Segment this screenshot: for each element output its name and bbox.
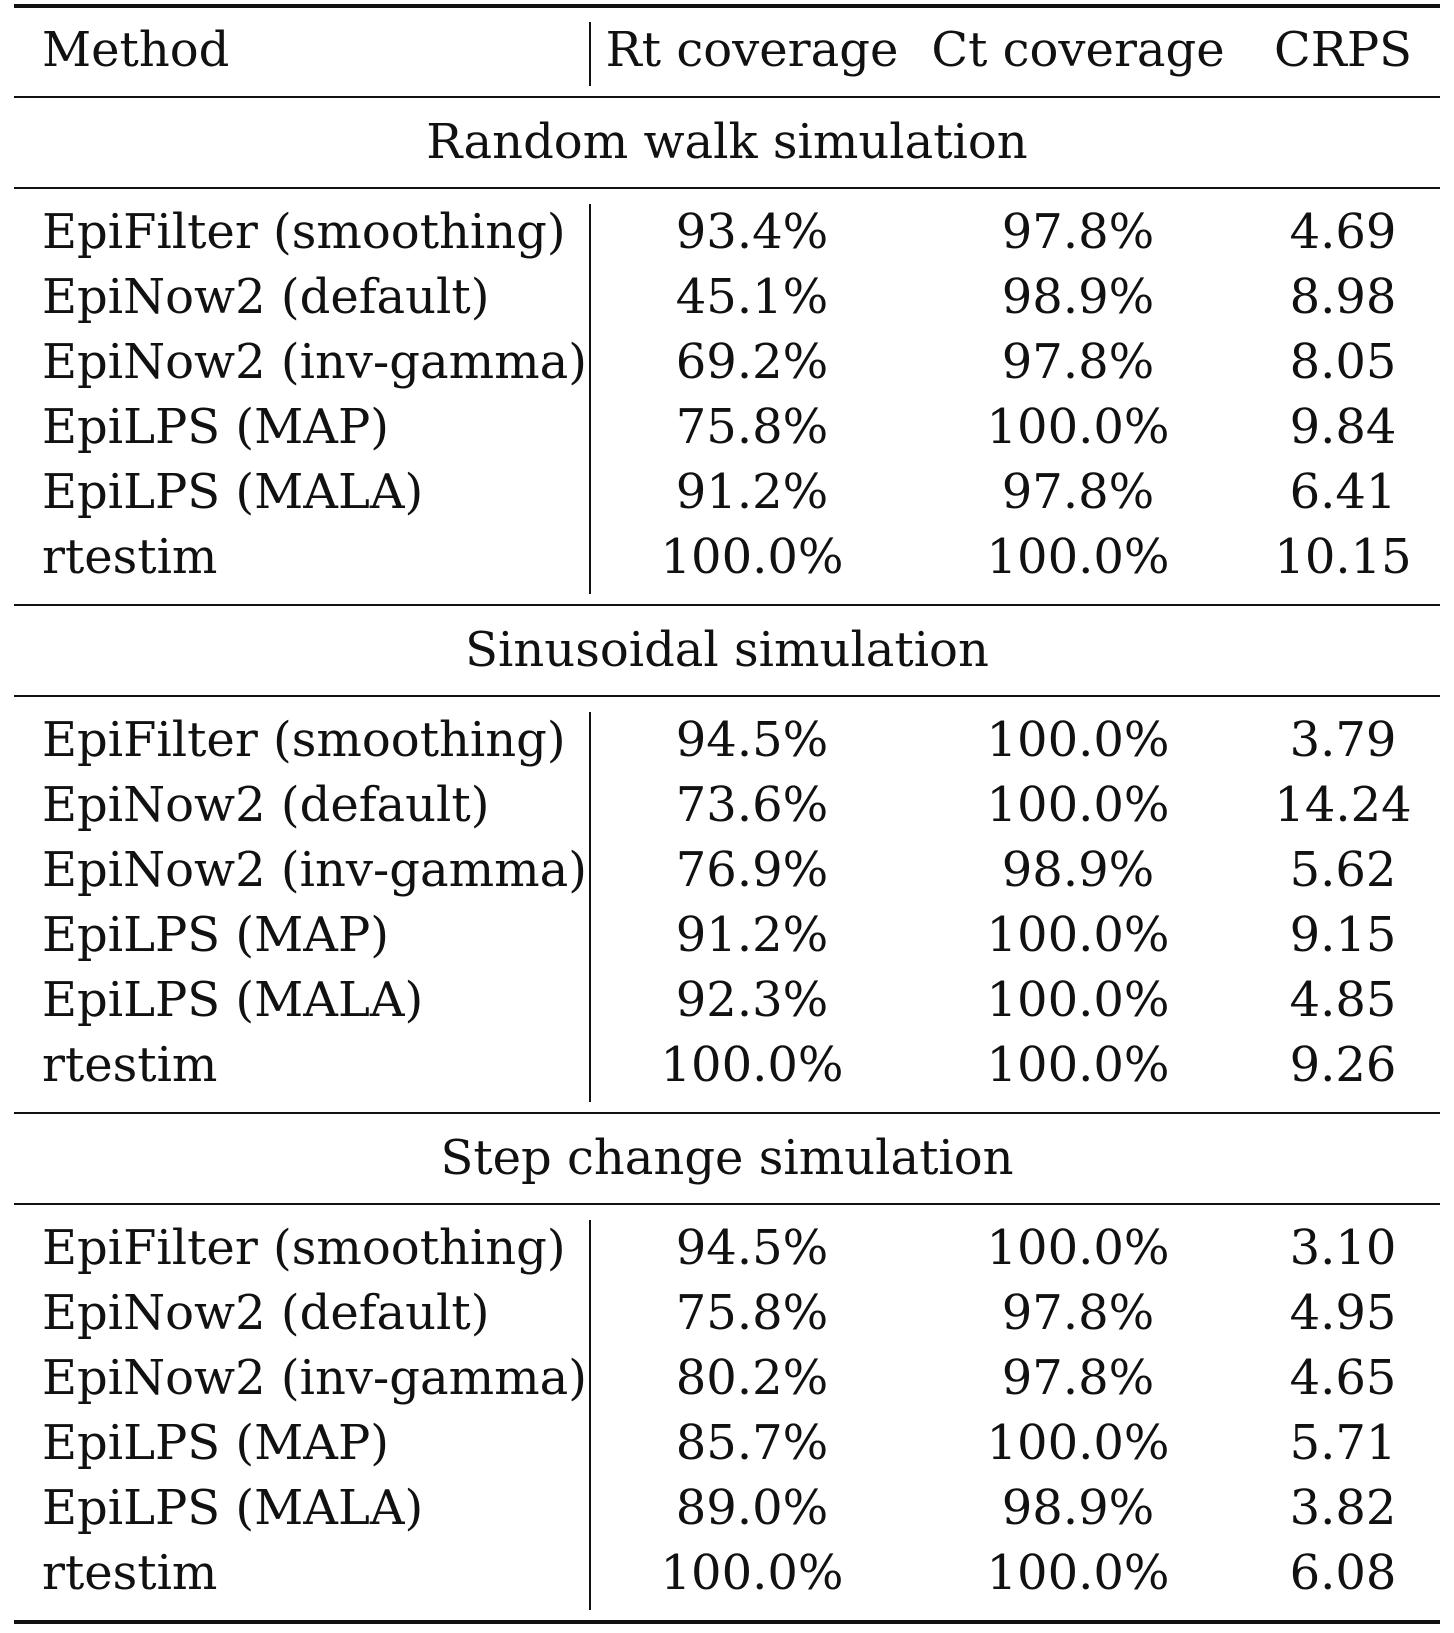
row-rt-coverage: 100.0% <box>660 1037 844 1093</box>
row-method: EpiNow2 (inv-gamma) <box>42 842 587 898</box>
section-rule <box>14 604 1440 606</box>
row-ct-coverage: 98.9% <box>1001 842 1155 898</box>
row-crps: 14.24 <box>1274 777 1412 833</box>
row-ct-coverage: 97.8% <box>1001 334 1155 390</box>
row-rt-coverage: 91.2% <box>675 907 829 963</box>
row-method: EpiLPS (MAP) <box>42 1415 389 1471</box>
row-method: EpiLPS (MALA) <box>42 1480 424 1536</box>
row-ct-coverage: 98.9% <box>1001 269 1155 325</box>
column-separator <box>589 22 591 86</box>
row-crps: 3.10 <box>1289 1220 1397 1276</box>
row-rt-coverage: 80.2% <box>675 1350 829 1406</box>
column-separator <box>589 1220 591 1610</box>
row-method: EpiFilter (smoothing) <box>42 204 566 260</box>
row-method: EpiNow2 (default) <box>42 1285 490 1341</box>
row-ct-coverage: 100.0% <box>986 907 1170 963</box>
header-crps: CRPS <box>1273 22 1413 78</box>
row-method: rtestim <box>42 529 218 585</box>
header-rule <box>14 96 1440 98</box>
section-rule <box>14 695 1440 697</box>
row-crps: 4.65 <box>1289 1350 1397 1406</box>
row-crps: 9.84 <box>1289 399 1397 455</box>
row-rt-coverage: 94.5% <box>675 1220 829 1276</box>
row-rt-coverage: 100.0% <box>660 529 844 585</box>
section-rule <box>14 1112 1440 1114</box>
row-ct-coverage: 100.0% <box>986 1545 1170 1601</box>
row-rt-coverage: 75.8% <box>675 1285 829 1341</box>
header-ct-coverage: Ct coverage <box>931 22 1225 78</box>
column-separator <box>589 204 591 594</box>
row-rt-coverage: 85.7% <box>675 1415 829 1471</box>
row-ct-coverage: 100.0% <box>986 1037 1170 1093</box>
row-crps: 6.08 <box>1289 1545 1397 1601</box>
row-crps: 9.26 <box>1289 1037 1397 1093</box>
row-crps: 5.62 <box>1289 842 1397 898</box>
section-title: Step change simulation <box>440 1130 1014 1186</box>
row-crps: 10.15 <box>1274 529 1412 585</box>
row-method: EpiFilter (smoothing) <box>42 712 566 768</box>
row-method: EpiFilter (smoothing) <box>42 1220 566 1276</box>
header-rt-coverage: Rt coverage <box>605 22 899 78</box>
section-rule <box>14 187 1440 189</box>
row-rt-coverage: 69.2% <box>675 334 829 390</box>
row-ct-coverage: 97.8% <box>1001 204 1155 260</box>
row-ct-coverage: 100.0% <box>986 712 1170 768</box>
row-ct-coverage: 100.0% <box>986 972 1170 1028</box>
row-ct-coverage: 98.9% <box>1001 1480 1155 1536</box>
row-method: EpiLPS (MAP) <box>42 399 389 455</box>
row-crps: 3.82 <box>1289 1480 1397 1536</box>
row-ct-coverage: 97.8% <box>1001 1285 1155 1341</box>
row-method: EpiNow2 (default) <box>42 269 490 325</box>
row-crps: 8.98 <box>1289 269 1397 325</box>
section-title: Random walk simulation <box>426 114 1028 170</box>
row-crps: 4.69 <box>1289 204 1397 260</box>
section-title: Sinusoidal simulation <box>465 622 989 678</box>
row-ct-coverage: 100.0% <box>986 1415 1170 1471</box>
row-rt-coverage: 89.0% <box>675 1480 829 1536</box>
row-ct-coverage: 97.8% <box>1001 1350 1155 1406</box>
column-separator <box>589 712 591 1102</box>
row-crps: 5.71 <box>1289 1415 1397 1471</box>
row-method: EpiNow2 (inv-gamma) <box>42 334 587 390</box>
row-rt-coverage: 92.3% <box>675 972 829 1028</box>
row-crps: 9.15 <box>1289 907 1397 963</box>
row-method: rtestim <box>42 1545 218 1601</box>
row-rt-coverage: 93.4% <box>675 204 829 260</box>
row-rt-coverage: 94.5% <box>675 712 829 768</box>
row-rt-coverage: 45.1% <box>675 269 829 325</box>
row-crps: 8.05 <box>1289 334 1397 390</box>
row-method: EpiNow2 (inv-gamma) <box>42 1350 587 1406</box>
row-crps: 3.79 <box>1289 712 1397 768</box>
row-rt-coverage: 75.8% <box>675 399 829 455</box>
row-method: EpiLPS (MAP) <box>42 907 389 963</box>
row-method: EpiLPS (MALA) <box>42 972 424 1028</box>
row-crps: 4.85 <box>1289 972 1397 1028</box>
header-method: Method <box>42 22 230 78</box>
row-rt-coverage: 91.2% <box>675 464 829 520</box>
row-method: EpiLPS (MALA) <box>42 464 424 520</box>
row-ct-coverage: 97.8% <box>1001 464 1155 520</box>
row-ct-coverage: 100.0% <box>986 1220 1170 1276</box>
row-crps: 4.95 <box>1289 1285 1397 1341</box>
section-rule <box>14 1203 1440 1205</box>
row-rt-coverage: 76.9% <box>675 842 829 898</box>
row-method: rtestim <box>42 1037 218 1093</box>
row-rt-coverage: 100.0% <box>660 1545 844 1601</box>
row-crps: 6.41 <box>1289 464 1397 520</box>
top-rule <box>14 4 1440 8</box>
row-ct-coverage: 100.0% <box>986 777 1170 833</box>
bottom-rule <box>14 1620 1440 1624</box>
row-ct-coverage: 100.0% <box>986 529 1170 585</box>
row-ct-coverage: 100.0% <box>986 399 1170 455</box>
row-method: EpiNow2 (default) <box>42 777 490 833</box>
row-rt-coverage: 73.6% <box>675 777 829 833</box>
